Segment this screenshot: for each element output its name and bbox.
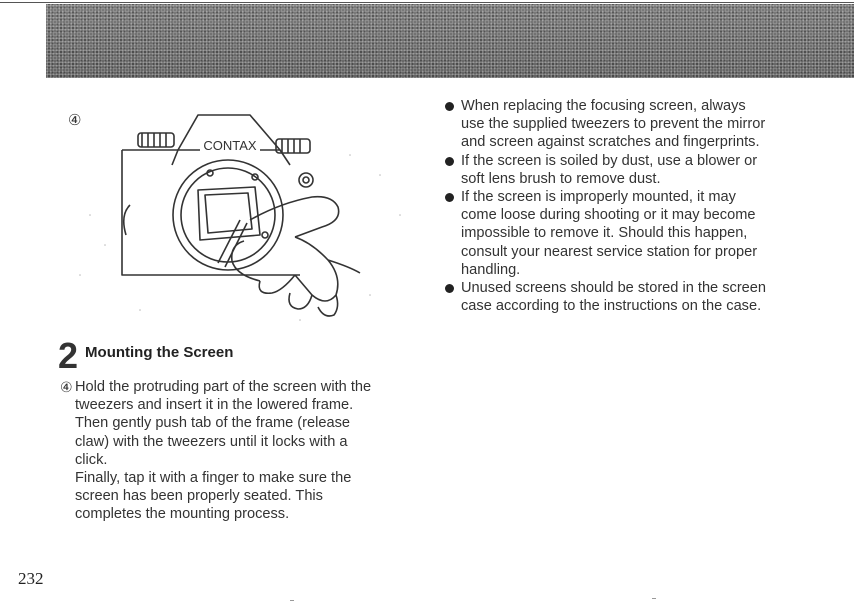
- instruction-marker: ④: [60, 379, 73, 395]
- header-band: [46, 4, 854, 78]
- page-number: 232: [18, 569, 44, 588]
- scan-speck: [290, 600, 294, 601]
- camera-brand-label: CONTAX: [203, 138, 257, 153]
- instruction-line: completes the mounting process.: [75, 506, 290, 523]
- instruction-first-line: [60, 378, 410, 396]
- scan-speck: [652, 598, 656, 599]
- camera-illustration: [50, 95, 415, 335]
- note-line: impossible to remove it. Should this happen,: [461, 225, 748, 242]
- section-title: Mounting the Screen: [85, 344, 234, 361]
- note-line: come loose during shooting or it may become: [461, 207, 756, 224]
- step-number: 2: [58, 335, 78, 376]
- instruction-paragraph: [60, 378, 410, 524]
- note-item: [444, 279, 804, 315]
- note-line: soft lens brush to remove dust.: [461, 170, 661, 187]
- note-line: use the supplied tweezers to prevent the mirror: [461, 116, 766, 133]
- note-item: [444, 97, 804, 152]
- camera-screen-mount-icon: [50, 95, 415, 335]
- instruction-line: Hold the protruding part of the screen with the: [75, 379, 372, 395]
- instruction-line: screen has been properly seated. This: [75, 488, 323, 505]
- instruction-line: click.: [75, 451, 108, 468]
- note-item: [444, 188, 804, 279]
- note-line: When replacing the focusing screen, always: [461, 98, 746, 114]
- section-heading: [58, 336, 233, 376]
- note-line: and screen against scratches and fingerprints.: [461, 134, 760, 151]
- note-line: Unused screens should be stored in the screen: [461, 280, 767, 297]
- figure-label: ④: [68, 112, 82, 129]
- top-rule: [0, 2, 854, 3]
- note-line: handling.: [461, 261, 521, 278]
- notes-list: [444, 97, 804, 315]
- instruction-line: Finally, tap it with a finger to make sure the: [75, 470, 352, 487]
- note-line: case according to the instructions on the case.: [461, 298, 762, 315]
- instruction-line: Then gently push tab of the frame (release: [75, 415, 351, 432]
- note-line: If the screen is improperly mounted, it may: [461, 189, 736, 206]
- note-line: If the screen is soiled by dust, use a blower or: [461, 152, 758, 169]
- instruction-line: claw) with the tweezers until it locks with a: [75, 433, 348, 450]
- note-item: [444, 152, 804, 188]
- note-line: consult your nearest service station for proper: [461, 243, 758, 260]
- instruction-line: tweezers and insert it in the lowered frame.: [75, 397, 354, 414]
